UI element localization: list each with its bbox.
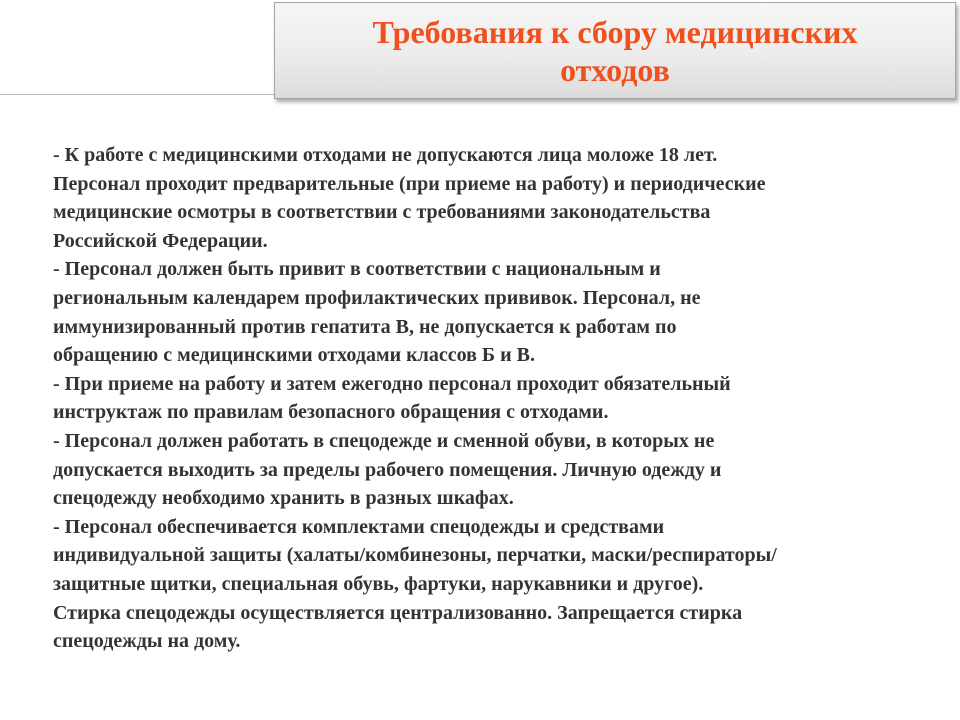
body-line: региональным календарем профилактических прививок. Персонал, не [53,286,701,309]
body-line: защитные щитки, специальная обувь, фартуки, нарукавники и другое). [53,572,704,595]
body-line: инструктаж по правилам безопасного обращения с отходами. [53,401,609,424]
body-line: Российской Федерации. [53,229,268,252]
body-line: спецодежду необходимо хранить в разных шкафах. [53,487,514,510]
body-line: - К работе с медицинскими отходами не допускаются лица моложе 18 лет. [53,144,718,166]
body-line: - Персонал должен быть привит в соответствии с национальным и [53,258,661,281]
slide-title-line-1: Требования к сбору медицинских [372,13,858,50]
body-line: - Персонал должен работать в спецодежде и сменной обуви, в которых не [53,429,715,452]
body-line: спецодежды на дому. [53,630,241,653]
body-line: медицинские осмотры в соответствии с требованиями законодательства [53,201,711,224]
body-line: - При приеме на работу и затем ежегодно персонал проходит обязательный [53,372,731,395]
slide-title-line-2: отходов [560,51,670,88]
body-text [53,141,933,656]
body-line: обращению с медицинскими отходами классов Б и В. [53,344,535,367]
body-line: индивидуальной защиты (халаты/комбинезоны, перчатки, маски/респираторы/ [53,544,777,567]
header-divider-line [0,94,274,95]
title-box [274,2,956,99]
body-line: Стирка спецодежды осуществляется централизованно. Запрещается стирка [53,601,743,624]
body-line: допускается выходить за пределы рабочего помещения. Личную одежду и [53,458,722,481]
body-line: Персонал проходит предварительные (при приеме на работу) и периодические [53,172,766,195]
slide-title [353,13,878,89]
body-line: иммунизированный против гепатита В, не допускается к работам по [53,315,677,338]
body-line: - Персонал обеспечивается комплектами спецодежды и средствами [53,515,665,538]
